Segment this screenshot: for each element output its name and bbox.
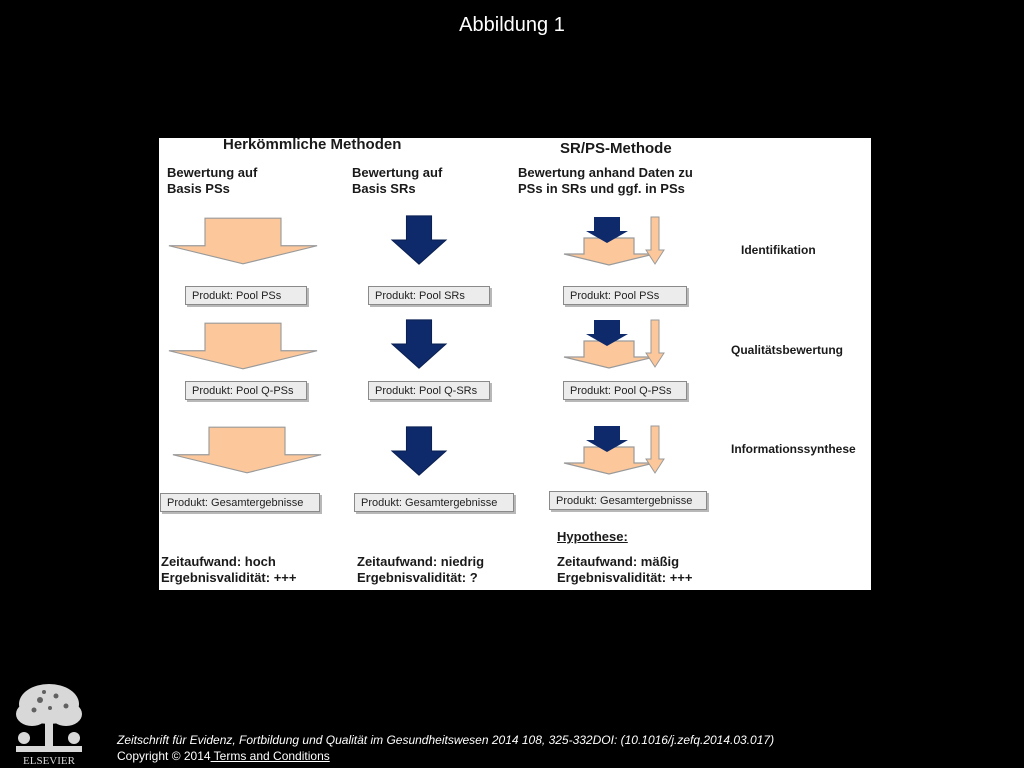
- col3-identification-arrow-icon: [556, 216, 666, 266]
- col1-quality-arrow-icon: [167, 321, 319, 371]
- col1-product-box-1: Produkt: Pool PSs: [185, 286, 307, 305]
- col2-time-effort: Zeitaufwand: niedrig: [357, 554, 485, 569]
- col2-input-label-line1: Bewertung auf: [352, 165, 443, 180]
- header-srps-method: SR/PS-Methode: [560, 140, 672, 157]
- step-label-information-synthesis: Informationssynthese: [731, 442, 856, 456]
- col1-product-box-3: Produkt: Gesamtergebnisse: [160, 493, 320, 512]
- col2-product-box-1: Produkt: Pool SRs: [368, 286, 490, 305]
- terms-and-conditions-link[interactable]: Terms and Conditions: [210, 749, 330, 763]
- col3-quality-arrow-icon: [556, 319, 666, 369]
- col3-result-validity: Ergebnisvalidität: +++: [557, 570, 693, 585]
- col2-synthesis-arrow-icon: [390, 425, 448, 477]
- col3-synthesis-arrow-icon: [556, 425, 666, 475]
- method-comparison-diagram: [159, 138, 871, 590]
- col1-product-box-2: Produkt: Pool Q-PSs: [185, 381, 307, 400]
- col2-product-box-2: Produkt: Pool Q-SRs: [368, 381, 490, 400]
- footer-citation: Zeitschrift für Evidenz, Fortbildung und Qualität im Gesundheitswesen 2014 108, 325-332DOI: (10.1016/j.zefq.2014.03.017): [117, 733, 775, 747]
- elsevier-logo-text: ELSEVIER: [23, 755, 75, 766]
- footer-copyright: Copyright © 2014: [117, 749, 211, 763]
- col1-identification-arrow-icon: [167, 216, 319, 266]
- col1-input-label-line1: Bewertung auf: [167, 165, 258, 180]
- slide-title: Abbildung 1: [459, 14, 565, 36]
- col3-input-label-line2: PSs in SRs und ggf. in PSs: [518, 181, 685, 196]
- col1-synthesis-arrow-icon: [171, 425, 323, 475]
- footer: [117, 732, 774, 764]
- col2-result-validity: Ergebnisvalidität: ?: [357, 570, 478, 585]
- elsevier-logo-icon: [10, 680, 88, 766]
- step-label-identification: Identifikation: [741, 243, 816, 257]
- col2-identification-arrow-icon: [390, 214, 448, 266]
- step-label-quality-assessment: Qualitätsbewertung: [731, 343, 844, 357]
- col3-input-label-line1: Bewertung anhand Daten zu: [518, 165, 693, 180]
- col1-result-validity: Ergebnisvalidität: +++: [161, 570, 297, 585]
- col1-time-effort: Zeitaufwand: hoch: [161, 554, 276, 569]
- col2-product-box-3: Produkt: Gesamtergebnisse: [354, 493, 514, 512]
- col3-time-effort: Zeitaufwand: mäßig: [557, 554, 680, 569]
- col1-input-label-line2: Basis PSs: [167, 181, 230, 196]
- col3-product-box-3: Produkt: Gesamtergebnisse: [549, 491, 707, 510]
- header-conventional-methods: Herkömmliche Methoden: [223, 138, 402, 153]
- col2-input-label-line2: Basis SRs: [352, 181, 416, 196]
- footer-copyright-line: [117, 748, 774, 764]
- col2-quality-arrow-icon: [390, 318, 448, 370]
- col3-hypothesis-label: Hypothese:: [557, 529, 628, 544]
- col3-product-box-2: Produkt: Pool Q-PSs: [563, 381, 687, 400]
- col3-product-box-1: Produkt: Pool PSs: [563, 286, 687, 305]
